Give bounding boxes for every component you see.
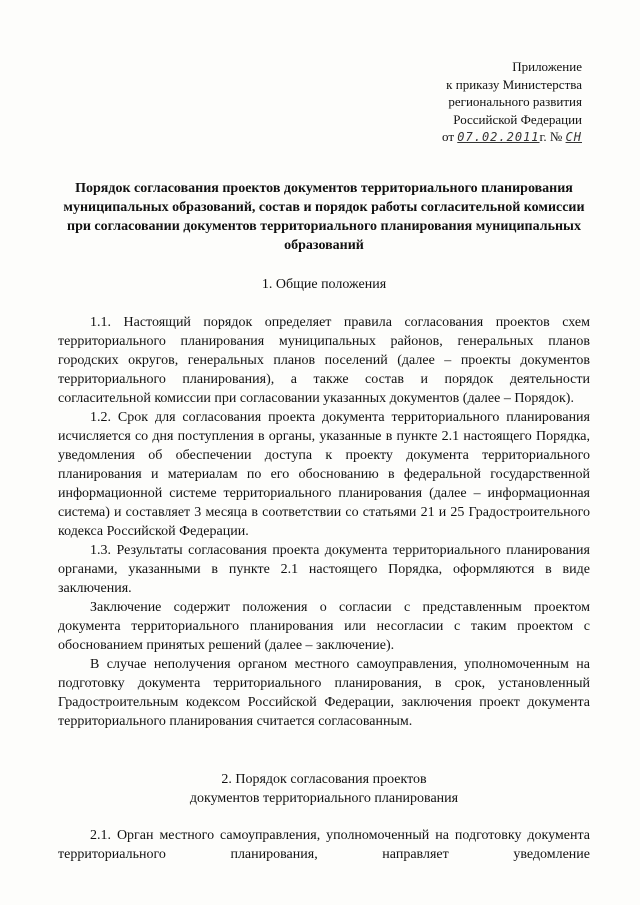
appendix-line: Приложение: [512, 59, 582, 74]
handwritten-date: 07.02.2011: [457, 130, 540, 144]
appendix-line: Российской Федерации: [453, 111, 582, 127]
appendix-date-line: [362, 128, 582, 147]
appendix-line: регионального развития: [448, 94, 582, 109]
section-2-heading-line: 2. Порядок согласования проектов: [221, 772, 427, 787]
section-2-body: [58, 826, 590, 864]
section-2-heading-line: документов территориального планирования: [189, 791, 459, 806]
paragraph-1-3: 1.3. Результаты согласования проекта документа территориального планирования органами, указанными в пункте 2.1 настоящего Порядка, оформляются в виде заключения.: [58, 543, 590, 596]
date-prefix: от: [442, 129, 455, 144]
paragraph-1-2: 1.2. Срок для согласования проекта документа территориального планирования исчисляется со дня поступления в органы, указанные в пункте 2.1 настоящего Порядка, уведомления об обеспечении доступа к проекту документа территориального планирования и материалам по его обоснованию в федеральной государственной информационной системе территориального планирования (далее – информационная система) и составляет 3 месяца в соответствии со статьями 21 и 25 Градостроительного кодекса Российской Федерации.: [58, 410, 590, 539]
document-title: Порядок согласования проектов документов территориального планирования муниципальных образований, состав и порядок работы согласительной комиссии при согласовании документов территориального планирования муниципальных образований: [63, 181, 585, 253]
handwritten-number: СН: [565, 130, 582, 144]
appendix-line: к приказу Министерства: [446, 76, 582, 92]
section-1-heading: 1. Общие положения: [261, 277, 387, 292]
paragraph-conclusion: Заключение содержит положения о согласии с представленным проектом документа территориального планирования или несогласии с таким проектом с обоснованием принятых решений (далее – заключение).: [58, 600, 590, 653]
paragraph-2-1: 2.1. Орган местного самоуправления, уполномоченный на подготовку документа территориального планирования, направляет уведомление: [58, 828, 590, 862]
appendix-block: [362, 58, 582, 147]
section-1-body: [58, 313, 590, 731]
section-2-heading: [58, 770, 590, 808]
paragraph-non-receipt: В случае неполучения органом местного самоуправления, уполномоченным на подготовку документа территориального планирования, в срок, установленный Градостроительным кодексом Российской Федерации, заключения проект документа территориального планирования считается согласованным.: [58, 657, 590, 729]
paragraph-1-1: 1.1. Настоящий порядок определяет правила согласования проектов схем территориального планирования муниципальных районов, генеральных планов городских округов, генеральных планов поселений (далее – проекты документов территориального планирования), а также состав и порядок деятельности согласительной комиссии при согласовании указанных документов (далее – Порядок).: [58, 315, 590, 406]
year-suffix: г. №: [539, 129, 563, 144]
